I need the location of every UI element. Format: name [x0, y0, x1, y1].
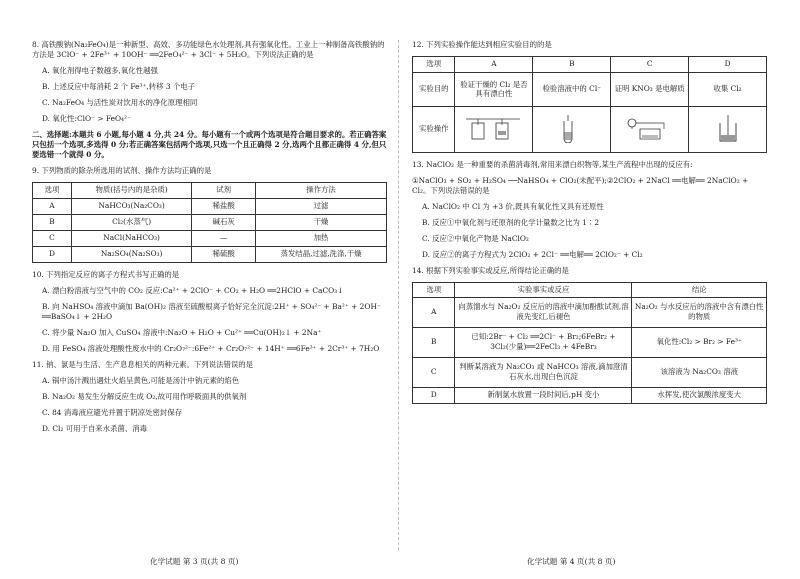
- table-cell: Na₂SO₄(Na₂SO₃): [71, 246, 191, 262]
- table-cell: 氧化性:Cl₂ > Br₂ > Fe³⁺: [632, 327, 767, 357]
- question-12-table: [412, 56, 767, 153]
- question-8-option-a: A. 氧化剂得电子数越多,氧化性越强: [42, 65, 158, 75]
- question-10-option-a: A. 漂白粉溶液与空气中的 CO₂ 反应:Ca²⁺ + 2ClO⁻ + CO₂ + H₂O ══2HClO + CaCO₃↓: [42, 285, 344, 295]
- question-11-stem: 11. 钠、氯是与生活、生产息息相关的两种元素。下列说法错误的是: [32, 359, 254, 369]
- table-cell: C: [413, 357, 455, 387]
- table-cell: 稀盐酸: [192, 198, 256, 214]
- right-page: [412, 40, 767, 411]
- question-10-option-c: C. 将少量 Na₂O 加入 CuSO₄ 溶液中:Na₂O + H₂O + Cu²⁺ ══Cu(OH)₂↓ + 2Na⁺: [42, 327, 322, 337]
- table-cell: A: [33, 198, 72, 214]
- left-page: [32, 40, 387, 440]
- table-header: 结论: [632, 282, 767, 297]
- table-row: [413, 72, 767, 106]
- table-header: 选项: [413, 282, 455, 297]
- question-8-option-d: D. 氧化性:ClO⁻ > FeO₄²⁻: [42, 113, 131, 123]
- table-cell: 检验溶液中的 Cl⁻: [533, 72, 611, 106]
- table-row: [33, 214, 387, 230]
- table-cell: 加热: [256, 230, 387, 246]
- question-10-option-d: D. 用 FeSO₄ 溶液处理酸性废水中的 Cr₂O₇²⁻:6Fe²⁺ + Cr₂O₇²⁻ + 14H⁺ ══6Fe³⁺ + 2Cr³⁺ + 7H₂O: [42, 343, 380, 353]
- question-10: [32, 270, 387, 354]
- question-9-table: [32, 182, 387, 263]
- question-11: [32, 360, 387, 434]
- conductivity-apparatus-icon: [620, 113, 680, 143]
- gas-bottles-apparatus-icon: [464, 113, 524, 143]
- table-cell: D: [413, 387, 455, 403]
- question-10-stem: 10. 下列指定反应的离子方程式书写正确的是: [32, 269, 180, 279]
- table-cell: 新制氯水放置一段时间后,pH 变小: [455, 387, 632, 403]
- page-footer-right: 化学试题 第 4 页(共 8 页): [527, 557, 616, 566]
- table-header: 选项: [413, 56, 455, 72]
- question-12-stem: 12. 下列实验操作能达到相应实验目的的是: [412, 40, 552, 49]
- table-row: [33, 198, 387, 214]
- table-row: [413, 357, 767, 387]
- table-row: [413, 106, 767, 152]
- table-cell: NaCl(NaHCO₃): [71, 230, 191, 246]
- table-cell: Cl₂(水蒸气): [71, 214, 191, 230]
- table-cell: [455, 106, 533, 152]
- question-11-option-b: B. Na₂O₂ 易发生分解反应生成 O₂,故可用作呼吸面具的供氧剂: [42, 391, 247, 401]
- table-cell: NaHCO₃(Na₂CO₃): [71, 198, 191, 214]
- table-header: 试剂: [192, 182, 256, 198]
- question-14: [412, 266, 767, 404]
- table-cell: 水挥发,使次氯酸浓度变大: [632, 387, 767, 403]
- table-row: [413, 327, 767, 357]
- row-label: 实验操作: [413, 106, 455, 152]
- table-cell: —: [192, 230, 256, 246]
- question-13-option-c: C. 反应②中氧化产物是 NaClO₂: [422, 233, 529, 243]
- table-header: 物质(括号内的是杂质): [71, 182, 191, 198]
- question-13-stem: 13. NaClO₂ 是一种重要的杀菌消毒剂,常用来漂白织物等,某生产流程中出现的反应有:: [412, 159, 693, 169]
- table-cell: 证明 KNO₃ 是电解质: [611, 72, 689, 106]
- question-8-option-b: B. 上述反应中每消耗 2 个 Fe³⁺,转移 3 个电子: [42, 81, 196, 91]
- question-8-option-c: C. Na₂FeO₄ 与活性炭对饮用水的净化原理相同: [42, 97, 198, 107]
- table-cell: 判断某溶液为 Na₂CO₃ 或 NaHCO₃ 溶液,滴加澄清石灰水,出现白色沉淀: [455, 357, 632, 387]
- table-cell: [533, 106, 611, 152]
- table-cell: B: [33, 214, 72, 230]
- table-cell: 碱石灰: [192, 214, 256, 230]
- table-header: C: [611, 56, 689, 72]
- gas-collection-apparatus-icon: [698, 113, 758, 143]
- question-8-stem: 8. 高铁酸钠(Na₂FeO₄)是一种新型、高效、多功能绿色水处理剂,具有强氧化性。工业上一种制备高铁酸钠的方法是 3ClO⁻ + 2Fe³⁺ + 10OH⁻ ══2FeO₄²⁻ + 3Cl⁻ + 5H₂O。下列说法正确的是: [32, 40, 385, 59]
- page-footer-left: 化学试题 第 3 页(共 8 页): [150, 557, 239, 566]
- table-cell: 已知:2Br⁻ + Cl₂ ══2Cl⁻ + Br₂;6FeBr₂ + 3Cl₂(少量)══2FeCl₃ + 4FeBr₃: [455, 327, 632, 357]
- question-11-option-d: D. Cl₂ 可用于自来水杀菌、消毒: [42, 423, 147, 433]
- question-13: [412, 160, 767, 260]
- table-header: A: [455, 56, 533, 72]
- table-row: [413, 387, 767, 403]
- question-13-option-a: A. NaClO₂ 中 Cl 为 +3 价,既具有氧化性又具有还原性: [422, 201, 604, 211]
- table-header: 操作方法: [256, 182, 387, 198]
- table-cell: 干燥: [256, 214, 387, 230]
- question-13-option-b: B. 反应①中氧化剂与还原剂的化学计量数之比为 1∶2: [422, 217, 600, 227]
- question-9: [32, 166, 387, 263]
- table-cell: 过滤: [256, 198, 387, 214]
- question-9-stem: 9. 下列物质的除杂所选用的试剂、操作方法均正确的是: [32, 165, 212, 175]
- table-cell: [611, 106, 689, 152]
- question-11-option-c: C. 84 消毒液应避光并置于阴凉处密封保存: [42, 407, 183, 417]
- table-header: 选项: [33, 182, 72, 198]
- table-header: B: [533, 56, 611, 72]
- table-cell: 验证干燥的 Cl₂ 是否具有漂白性: [455, 72, 533, 106]
- table-cell: B: [413, 327, 455, 357]
- question-11-option-a: A. 锅中汤汁溅出遇灶火焰呈黄色,可能是汤汁中钠元素的焰色: [42, 375, 240, 385]
- table-header: D: [689, 56, 767, 72]
- test-tube-apparatus-icon: [542, 113, 602, 143]
- table-row: [413, 297, 767, 327]
- question-10-option-b: B. 向 NaHSO₄ 溶液中滴加 Ba(OH)₂ 溶液至硫酸根离子恰好完全沉淀:2H⁺ + SO₄²⁻ + Ba²⁺ + 2OH⁻ ══BaSO₄↓ + 2H₂O: [42, 301, 381, 321]
- table-cell: 稀硫酸: [192, 246, 256, 262]
- table-row: [33, 246, 387, 262]
- question-14-table: [412, 282, 767, 404]
- page-divider: [398, 40, 399, 550]
- table-cell: A: [413, 297, 455, 327]
- table-cell: Na₂O₂ 与水反应后的溶液中含有漂白性的物质: [632, 297, 767, 327]
- question-13-option-d: D. 反应②的离子方程式为 2ClO₂ + 2Cl⁻ ══电解══ 2ClO₂⁻ + Cl₂: [422, 249, 643, 259]
- section-2-heading: 二、选择题:本题共 6 小题,每小题 4 分,共 24 分。每小题有一个或两个选项是符合题目要求的。若正确答案只包括一个选项,多选得 0 分;若正确答案包括两个选项,只选一个且正确得 2 分,选两个且都正确得 4 分,但只要选错一个就得 0 分。: [32, 129, 387, 159]
- question-12: [412, 40, 767, 153]
- table-row: [33, 230, 387, 246]
- table-header: 实验事实或反应: [455, 282, 632, 297]
- table-cell: 收集 Cl₂: [689, 72, 767, 106]
- question-14-stem: 14. 根据下列实验事实或反应,所得结论正确的是: [412, 265, 569, 275]
- table-cell: 向蒸馏水与 Na₂O₂ 反应后的溶液中滴加酚酞试剂,溶液先变红,后褪色: [455, 297, 632, 327]
- table-cell: 蒸发结晶,过滤,洗涤,干燥: [256, 246, 387, 262]
- table-cell: [689, 106, 767, 152]
- question-13-reactions: ①NaClO₃ + SO₂ + H₂SO₄ ──NaHSO₄ + ClO₂(未配平);②2ClO₂ + 2NaCl ══电解══ 2NaClO₂ + Cl₂。下列说法错误的是: [412, 175, 749, 195]
- table-cell: C: [33, 230, 72, 246]
- table-cell: D: [33, 246, 72, 262]
- question-8: [32, 40, 387, 124]
- table-cell: 该溶液为 Na₂CO₃ 溶液: [632, 357, 767, 387]
- row-label: 实验目的: [413, 72, 455, 106]
